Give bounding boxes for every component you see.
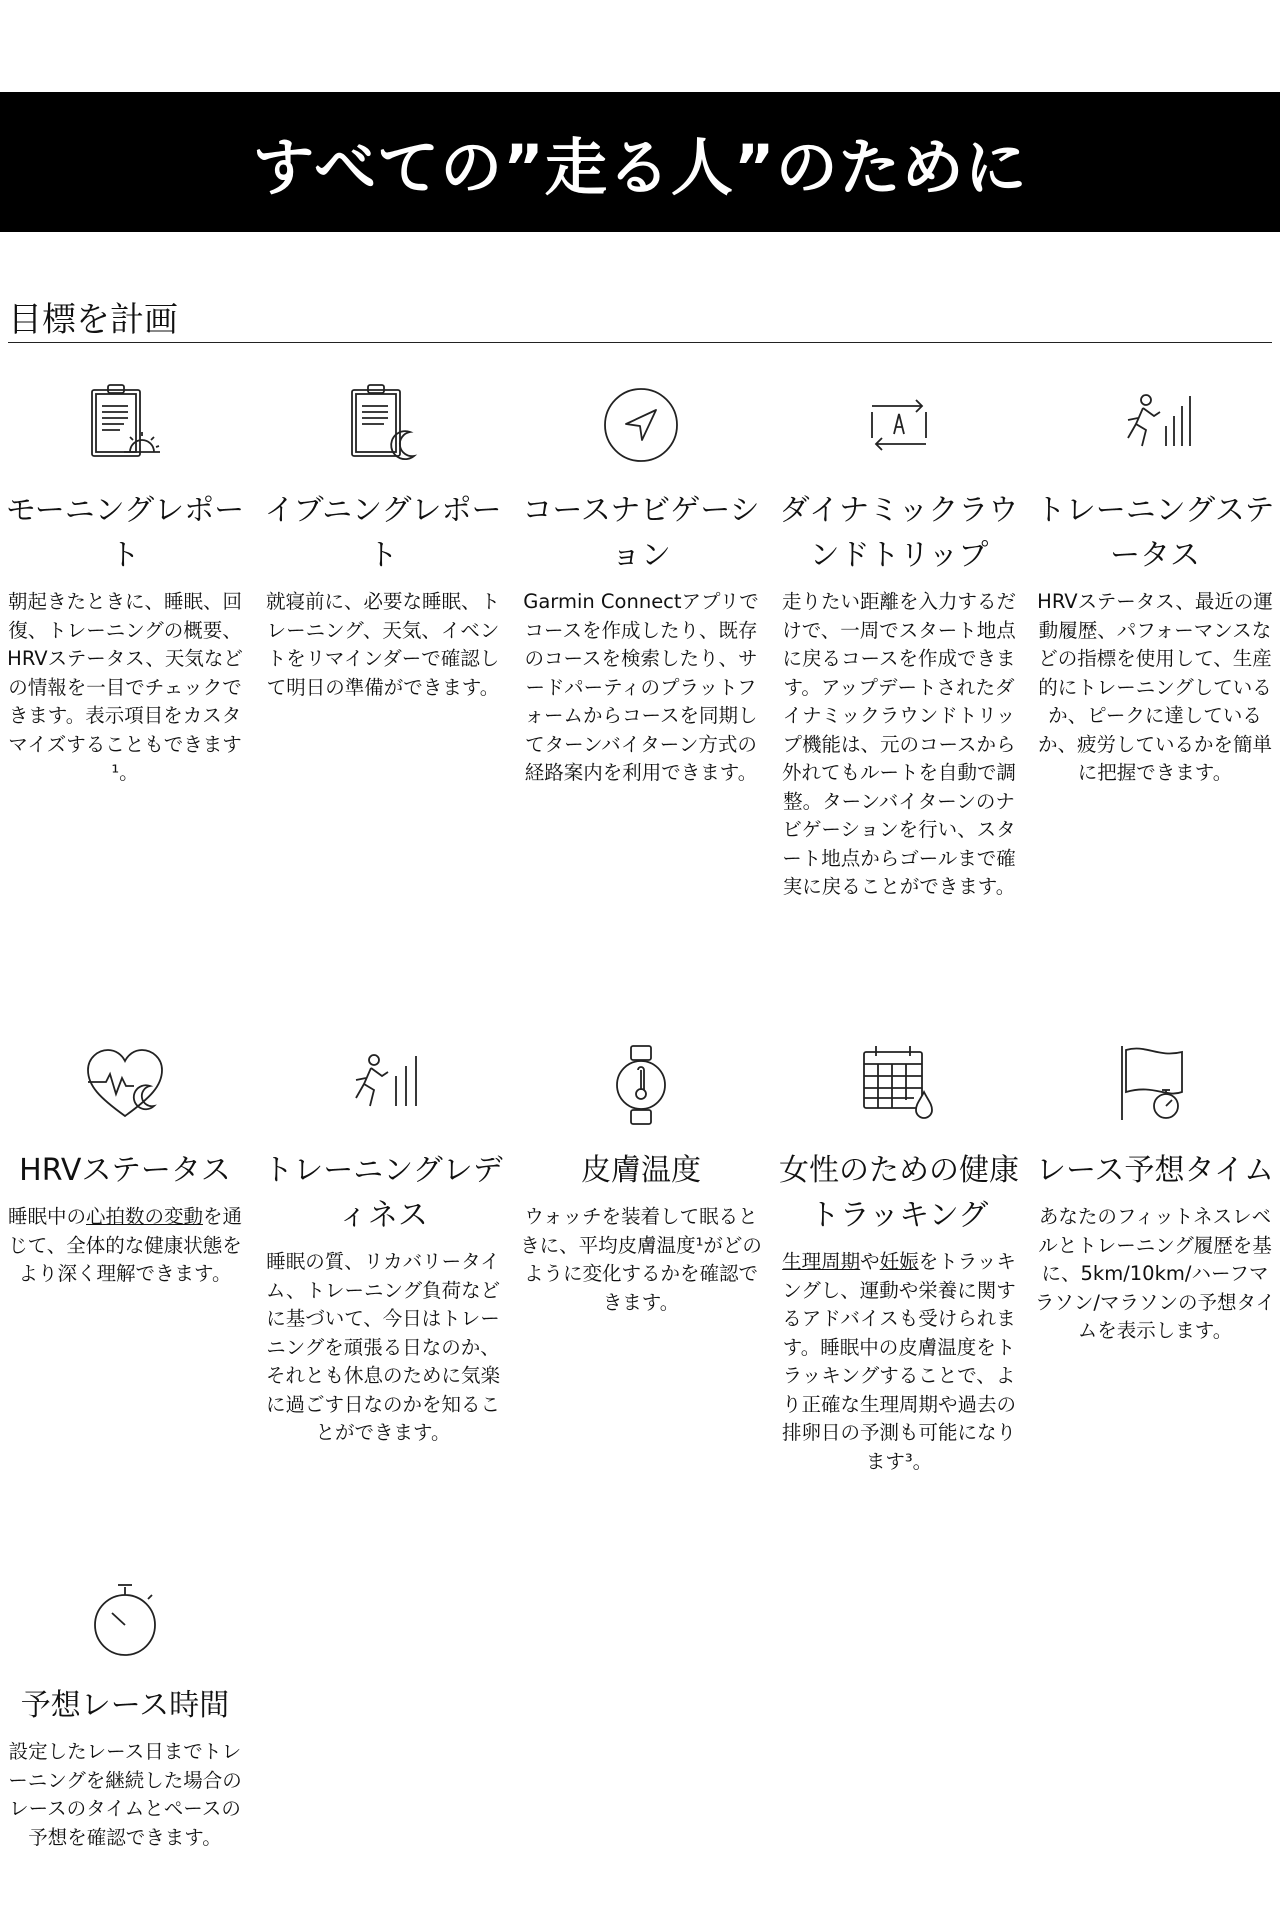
- section-header: [8, 300, 1272, 343]
- feature-description: ウォッチを装着して眠るときに、平均皮膚温度¹がどのように変化するかを確認できます。: [520, 1205, 762, 1314]
- feature-title: イブニングレポート: [264, 493, 502, 573]
- morning-report-icon: [80, 380, 170, 470]
- pregnancy-link[interactable]: 妊娠: [879, 1250, 919, 1273]
- stopwatch-icon: [80, 1575, 170, 1665]
- feature-card-race-predictor: [1030, 1040, 1280, 1346]
- feature-description: あなたのフィットネスレベルとトレーニング履歴を基に、5km/10km/ハーフマラソン/マラソンの予想タイムを表示します。: [1034, 1205, 1276, 1342]
- training-status-icon: [1110, 380, 1200, 470]
- desc-text: をトラッキングし、運動や栄養に関するアドバイスも受けられます。睡眠中の皮膚温度をトラッキングすることで、より正確な生理周期や過去の排卵日の予測も可能になります³。: [781, 1250, 1016, 1473]
- skin-temperature-icon: [596, 1040, 686, 1130]
- feature-card-dynamic-round-trip: [774, 380, 1024, 902]
- desc-text: を通じて、全体的な健康状態をより深く理解できます。: [8, 1205, 243, 1285]
- feature-description: 睡眠の質、リカバリータイム、トレーニング負荷などに基づいて、今日はトレーニングを頑張る日なのか、それとも休息のために気楽に過ごす日なのかを知ることができます。: [265, 1250, 501, 1444]
- feature-title: コースナビゲーション: [522, 493, 760, 573]
- evening-report-icon: [338, 380, 428, 470]
- hrv-heart-icon: [80, 1040, 170, 1130]
- heart-rate-variability-link[interactable]: 心拍数の変動: [85, 1205, 203, 1228]
- feature-description: Garmin Connectアプリでコースを作成したり、既存のコースを検索したり、サードパーティのプラットフォームからコースを同期してターンバイターン方式の経路案内を利用できます。: [523, 590, 759, 784]
- feature-description: [0, 1203, 250, 1289]
- navigation-arrow-icon: [596, 380, 686, 470]
- feature-title: モーニングレポート: [5, 493, 245, 573]
- feature-title: 女性のための健康トラッキング: [779, 1153, 1019, 1233]
- feature-description: 走りたい距離を入力するだけで、一周でスタート地点に戻るコースを作成できます。アップデートされたダイナミックラウンドトリップ機能は、元のコースから外れてもルートを自動で調整。ターンバイターンのナビゲーションを行い、スタート地点からゴールまで確実に戻ることができます。: [781, 590, 1016, 898]
- feature-title: トレーニングレディネス: [263, 1153, 503, 1233]
- feature-card-morning-report: [0, 380, 250, 788]
- feature-description: HRVステータス、最近の運動履歴、パフォーマンスなどの指標を使用して、生産的にトレーニングしているか、ピークに達しているか、疲労しているかを簡単に把握できます。: [1037, 590, 1273, 784]
- feature-card-course-navigation: [516, 380, 766, 788]
- feature-title: 皮膚温度: [581, 1153, 701, 1188]
- feature-card-hrv-status: [0, 1040, 250, 1289]
- feature-card-womens-health: [774, 1040, 1024, 1476]
- feature-description: 設定したレース日までトレーニングを継続した場合のレースのタイムとペースの予想を確認できます。: [8, 1740, 242, 1849]
- section-title: 目標を計画: [8, 300, 178, 340]
- hero-banner: [0, 92, 1280, 232]
- feature-card-training-readiness: [258, 1040, 508, 1448]
- feature-title: レース予想タイム: [1036, 1153, 1274, 1188]
- feature-description: 朝起きたときに、睡眠、回復、トレーニングの概要、HRVステータス、天気などの情報を一目でチェックできます。表示項目をカスタマイズすることもできます¹。: [7, 590, 243, 784]
- desc-text: 睡眠中の: [7, 1205, 86, 1228]
- banner-title: すべての”走る人”のために: [252, 130, 1028, 204]
- training-readiness-icon: [338, 1040, 428, 1130]
- womens-health-icon: [854, 1040, 944, 1130]
- feature-title: ダイナミックラウンドトリップ: [779, 493, 1019, 573]
- feature-description: [774, 1248, 1024, 1476]
- feature-title: 予想レース時間: [20, 1688, 230, 1723]
- feature-card-predicted-race-time: [0, 1575, 250, 1852]
- feature-card-skin-temperature: [516, 1040, 766, 1317]
- menstrual-cycle-link[interactable]: 生理周期: [782, 1250, 861, 1273]
- feature-description: 就寝前に、必要な睡眠、トレーニング、天気、イベントをリマインダーで確認して明日の準備ができます。: [265, 590, 500, 699]
- feature-title: トレーニングステータス: [1035, 493, 1275, 573]
- feature-card-training-status: [1030, 380, 1280, 788]
- race-predictor-flag-icon: [1110, 1040, 1200, 1130]
- feature-card-evening-report: [258, 380, 508, 702]
- feature-title: HRVステータス: [19, 1153, 231, 1188]
- desc-text: や: [860, 1250, 880, 1273]
- round-trip-icon: [854, 380, 944, 470]
